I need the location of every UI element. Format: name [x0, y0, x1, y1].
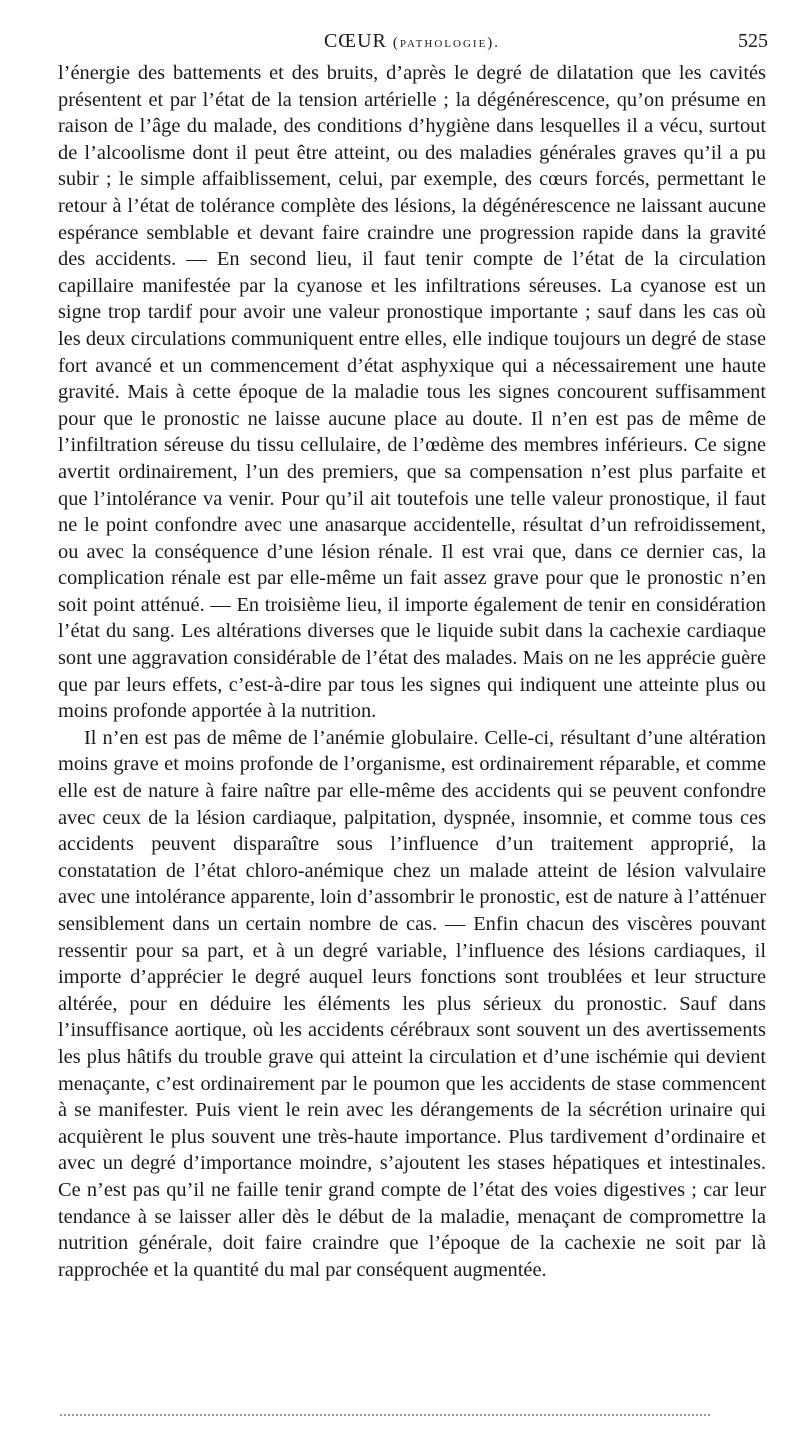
- paragraph-anemie: Il n’en est pas de même de l’anémie globulaire. Celle-ci, résultant d’une altération moins grave et moins profonde de l’organisme, est ordinairement réparable, et comme elle est de nature à faire naître par elle-même des accidents qui se peuvent confondre avec ceux de la lésion cardiaque, palpitation, dyspnée, insomnie, et comme tous ces accidents peuvent disparaître sous l’influence d’un traitement approprié, la constatation de l’état chloro-anémique chez un malade atteint de lésion valvulaire avec une intolérance apparente, loin d’assombrir le pronostic, est de nature à l’atténuer sensiblement dans un certain nombre de cas. — Enfin chacun des viscères pouvant ressentir pour sa part, et à un degré variable, l’influence des lésions cardiaques, il importe d’apprécier le degré auquel leurs fonctions sont troublées et leur structure altérée, pour en déduire les éléments les plus sérieux du pronostic. Sauf dans l’insuffisance aortique, où les accidents cérébraux sont souvent un des avertissements les plus hâtifs du trouble grave qui atteint la circulation et d’une ischémie qui devient menaçante, c’est ordinairement par le poumon que les accidents de stase commencent à se manifester. Puis vient le rein avec les dérangements de la sécrétion urinaire qui acquièrent le plus souvent une très-haute importance. Plus tardivement d’ordinaire et avec un degré d’importance moindre, s’ajoutent les stases hépatiques et intestinales. Ce n’est pas qu’il ne faille tenir grand compte de l’état des voies digestives ; car leur tendance à se laisser aller dès le début de la maladie, menaçant de compromettre la nutrition générale, doit faire craindre que l’époque de la cachexie ne soit par là rapprochée et la quantité du mal par conséquent augmentée.: [58, 726, 766, 1281]
- running-head: [56, 30, 768, 60]
- body-text: [58, 60, 766, 1283]
- paragraph-continued: l’énergie des battements et des bruits, d’après le degré de dilatation que les cavités présentent et par l’état de la tension artérielle ; la dégénérescence, qu’on présume en raison de l’âge du malade, des conditions d’hygiène dans lesquelles il a vécu, surtout de l’alcoolisme dont il peut être atteint, ou des maladies générales graves qu’il a pu subir ; le simple affaiblissement, celui, par exemple, des cœurs forcés, permettant le retour à l’état de tolérance complète des lésions, la dégénérescence ne laissant aucune espérance semblable et devant faire craindre une progression rapide dans la gravité des accidents. — En second lieu, il faut tenir compte de l’état de la circulation capillaire manifestée par la cyanose et les infiltrations séreuses. La cyanose est un signe trop tardif pour avoir une valeur pronostique importante ; sauf dans les cas où les deux circulations communiquent entre elles, elle indique toujours un degré de stase fort avancé et un commencement d’état asphyxique qui a nécessairement une haute gravité. Mais à cette époque de la maladie tous les signes concourent suffisamment pour que le pronostic ne laisse aucune place au doute. Il n’en est pas de même de l’infiltration séreuse du tissu cellulaire, de l’œdème des membres inférieurs. Ce signe avertit ordinairement, l’un des premiers, que sa compensation n’est plus parfaite et que l’intolérance va venir. Pour qu’il ait toutefois une telle valeur pronostique, il faut ne le point confondre avec une anasarque accidentelle, résultat d’un refroidissement, ou avec la conséquence d’une lésion rénale. Il est vrai que, dans ce dernier cas, la complication rénale est par elle-même un fait assez grave pour que le pronostic n’en soit point atténué. — En troisième lieu, il importe également de tenir en considération l’état du sang. Les altérations diverses que le liquide subit dans la cachexie cardiaque sont une aggravation considérable de l’état des malades. Mais on ne les apprécie guère que par leurs effets, c’est-à-dire par tous les signes qui indiquent une atteinte plus ou moins profonde apportée à la nutrition.: [58, 62, 766, 723]
- page-number: 525: [738, 30, 768, 52]
- running-title-main: CŒUR: [323, 30, 387, 52]
- running-title: [56, 30, 768, 53]
- running-title-sub: (pathologie).: [392, 35, 501, 51]
- footer-divider: [60, 1414, 710, 1416]
